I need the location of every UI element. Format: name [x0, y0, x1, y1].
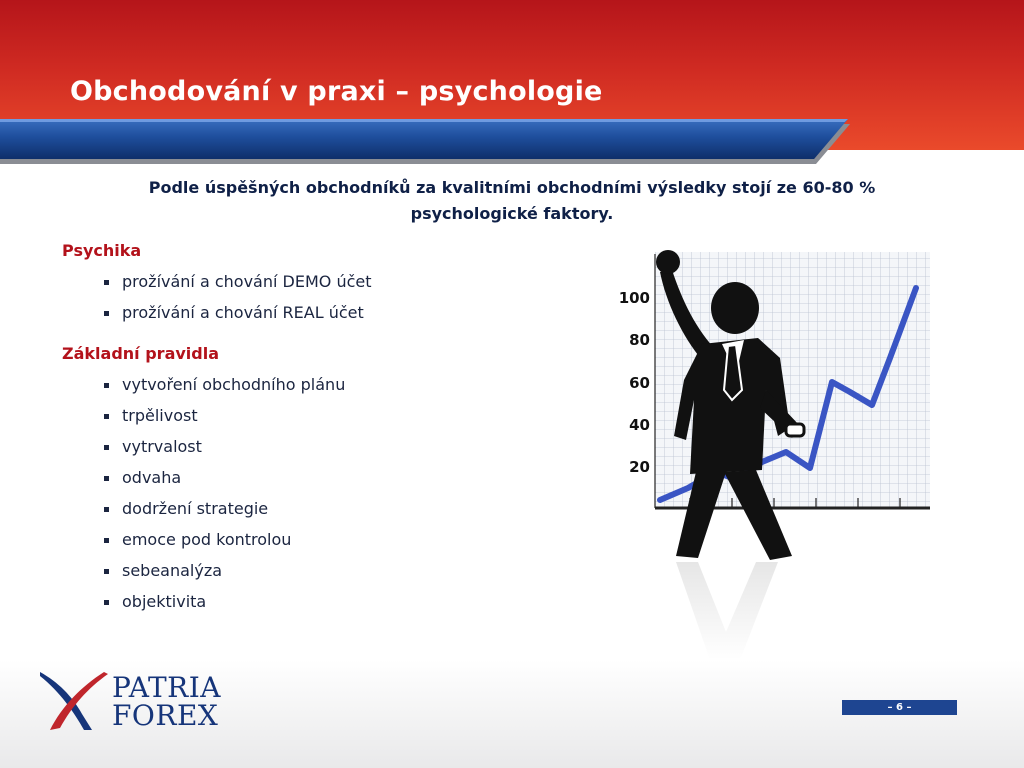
list-item: vytrvalost — [104, 436, 345, 467]
y-tick-40: 40 — [629, 416, 650, 434]
bullet-square-icon — [104, 538, 109, 543]
list-item: prožívání a chování DEMO účet — [104, 271, 372, 302]
list-item: emoce pod kontrolou — [104, 529, 345, 560]
bullet-square-icon — [104, 414, 109, 419]
bullet-square-icon — [104, 569, 109, 574]
logo-text-forex: FOREX — [112, 699, 219, 732]
businessman-reflection — [676, 562, 778, 660]
list-item: odvaha — [104, 467, 345, 498]
list-item: trpělivost — [104, 405, 345, 436]
logo-text-patria: PATRIA — [112, 671, 221, 704]
bullet-square-icon — [104, 280, 109, 285]
success-illustration — [610, 240, 940, 670]
section-heading-psychika: Psychika — [62, 241, 142, 260]
list-item: objektivita — [104, 591, 345, 622]
success-chart-illustration — [610, 240, 940, 670]
header-band-highlight — [0, 119, 848, 122]
list-item: dodržení strategie — [104, 498, 345, 529]
bullet-square-icon — [104, 507, 109, 512]
psychika-list — [104, 271, 372, 333]
bullet-square-icon — [104, 476, 109, 481]
header-band — [0, 119, 848, 159]
y-tick-60: 60 — [629, 374, 650, 392]
y-tick-20: 20 — [629, 458, 650, 476]
pravidla-list — [104, 374, 345, 622]
slide-title: Obchodování v praxi – psychologie — [70, 76, 603, 107]
slide-subtitle: Podle úspěšných obchodníků za kvalitními obchodními výsledky stojí ze 60-80 % psychologické faktory. — [148, 178, 876, 223]
list-item: prožívání a chování REAL účet — [104, 302, 372, 333]
bullet-square-icon — [104, 445, 109, 450]
page-number: – 6 – — [842, 700, 957, 715]
patria-forex-logo — [38, 668, 248, 734]
bullet-square-icon — [104, 600, 109, 605]
patria-x-logo-icon — [38, 668, 110, 734]
section-heading-zakladni-pravidla: Základní pravidla — [62, 344, 220, 363]
bullet-square-icon — [104, 311, 109, 316]
y-tick-100: 100 — [618, 289, 650, 307]
list-item: vytvoření obchodního plánu — [104, 374, 345, 405]
y-tick-80: 80 — [629, 331, 650, 349]
list-item: sebeanalýza — [104, 560, 345, 591]
bullet-square-icon — [104, 383, 109, 388]
